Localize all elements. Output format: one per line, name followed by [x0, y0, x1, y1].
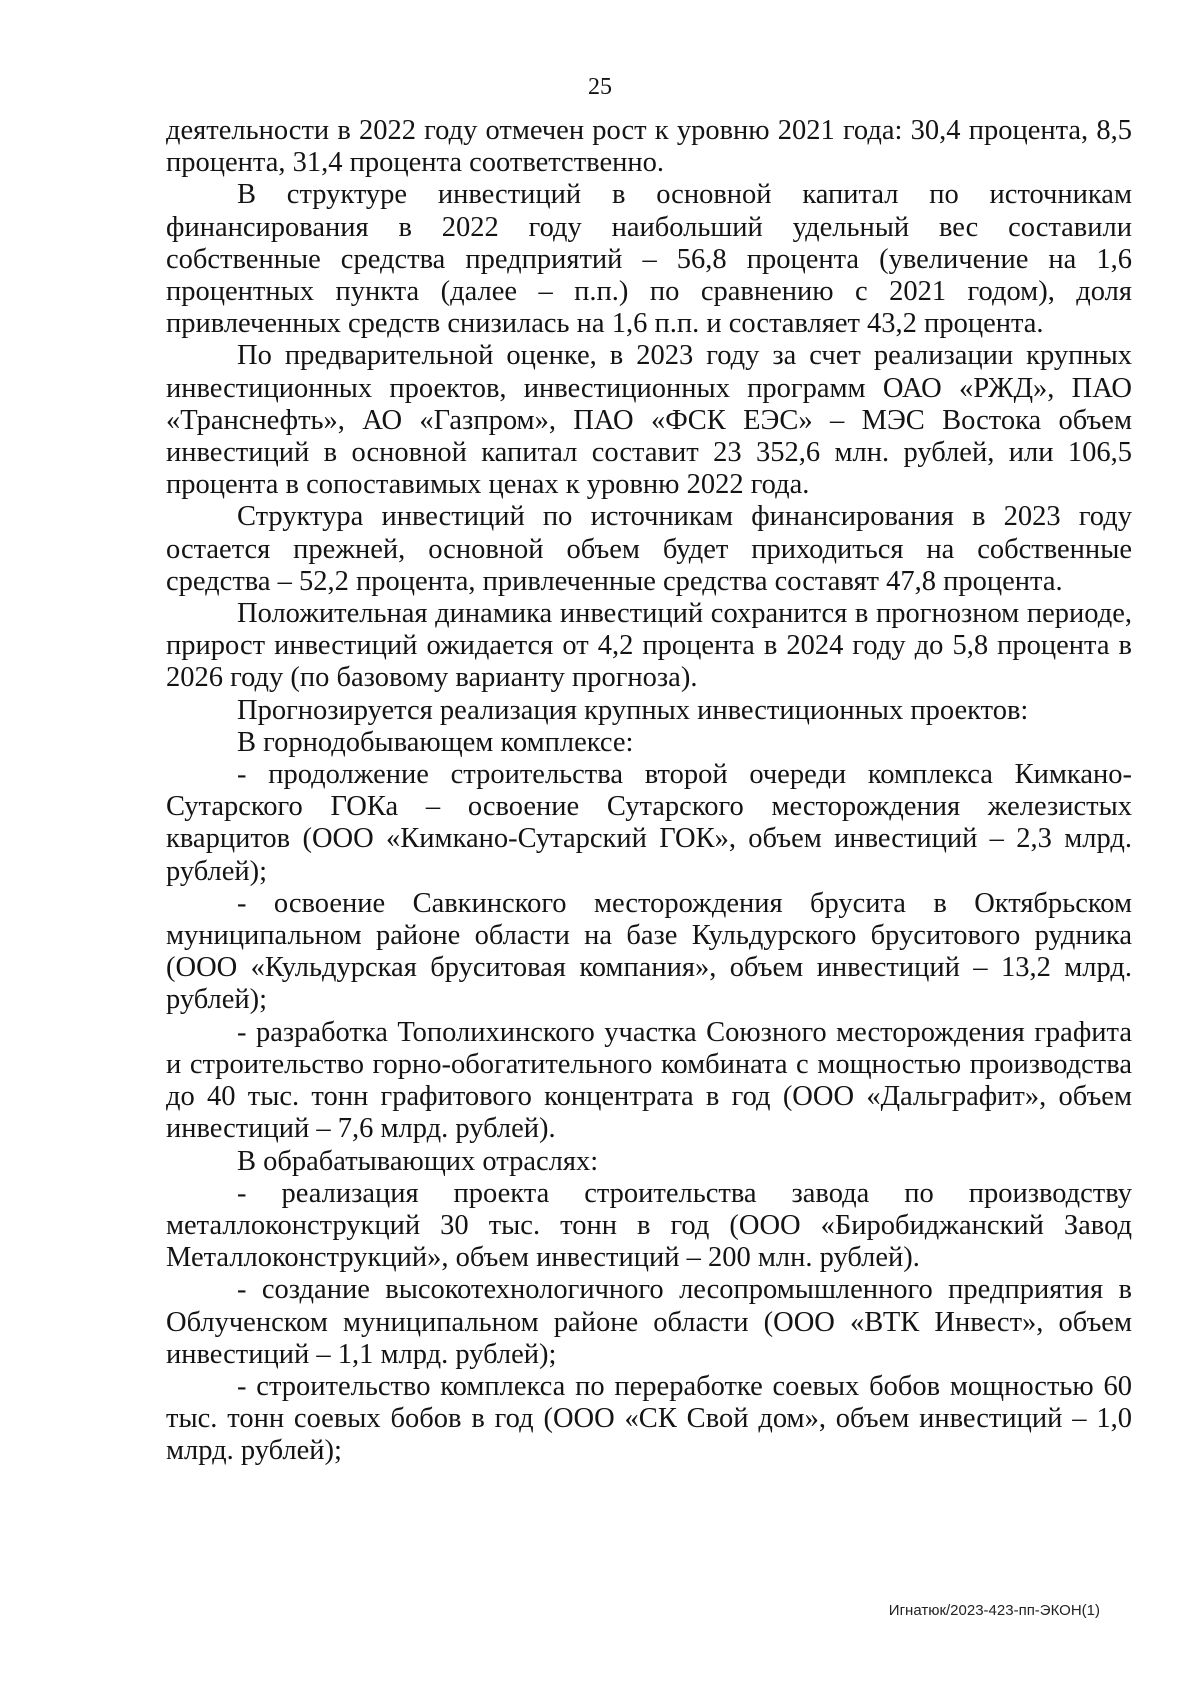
- section-heading-manufacturing: В обрабатывающих отраслях:: [237, 1145, 599, 1177]
- page-number: 25: [588, 74, 612, 100]
- list-item-mining-2: - освоение Савкинского месторождения брусита в Октябрьском муниципальном районе области на базе Кульдурского бруситового рудника (ООО «Кульдурская бруситовая компания», объем инвестиций – 13,2 млрд. рублей);: [166, 887, 1132, 1016]
- list-item-manufacturing-3: - строительство комплекса по переработке соевых бобов мощностью 60 тыс. тонн соевых бобов в год (ООО «СК Свой дом», объем инвестиций – 1,0 млрд. рублей);: [166, 1370, 1132, 1467]
- paragraph-6: Прогнозируется реализация крупных инвестиционных проектов:: [237, 694, 1029, 726]
- document-footer-code: Игнатюк/2023-423-пп-ЭКОН(1): [888, 1602, 1100, 1619]
- paragraph-1: деятельности в 2022 году отмечен рост к уровню 2021 года: 30,4 процента, 8,5 процента, 31,4 процента соответственно.: [166, 115, 1132, 179]
- paragraph-3: По предварительной оценке, в 2023 году за счет реализации крупных инвестиционных проектов, инвестиционных программ ОАО «РЖД», ПАО «Транснефть», АО «Газпром», ПАО «ФСК ЕЭС» – МЭС Востока объем инвестиций в основной капитал составит 23 352,6 млн. рублей, или 106,5 процента в сопоставимых ценах к уровню 2022 года.: [166, 340, 1132, 501]
- section-heading-mining: В горнодобывающем комплексе:: [237, 726, 634, 758]
- list-item-mining-3: - разработка Тополихинского участка Союзного месторождения графита и строительство горно-обогатительного комбината с мощностью производства до 40 тыс. тонн графитового концентрата в год (ООО «Дальграфит», объем инвестиций – 7,6 млрд. рублей).: [166, 1016, 1132, 1145]
- list-item-manufacturing-1: - реализация проекта строительства завода по производству металлоконструкций 30 тыс. тонн в год (ООО «Биробиджанский Завод Металлоконструкций», объем инвестиций – 200 млн. рублей).: [166, 1177, 1132, 1274]
- list-item-mining-1: - продолжение строительства второй очереди комплекса Кимкано-Сутарского ГОКа – освоение Сутарского месторождения железистых кварцитов (ООО «Кимкано-Сутарский ГОК», объем инвестиций – 2,3 млрд. рублей);: [166, 759, 1132, 887]
- paragraph-5: Положительная динамика инвестиций сохранится в прогнозном периоде, прирост инвестиций ожидается от 4,2 процента в 2024 году до 5,8 процента в 2026 году (по базовому варианту прогноза).: [166, 598, 1132, 694]
- list-item-manufacturing-2: - создание высокотехнологичного лесопромышленного предприятия в Облученском муниципальном районе области (ООО «ВТК Инвест», объем инвестиций – 1,1 млрд. рублей);: [166, 1274, 1132, 1370]
- paragraph-4: Структура инвестиций по источникам финансирования в 2023 году остается прежней, основной объем будет приходиться на собственные средства – 52,2 процента, привлеченные средства составят 47,8 процента.: [166, 501, 1132, 597]
- document-body: [166, 115, 1132, 1468]
- paragraph-2: В структуре инвестиций в основной капитал по источникам финансирования в 2022 году наибольший удельный вес составили собственные средства предприятий – 56,8 процента (увеличение на 1,6 процентных пункта (далее – п.п.) по сравнению с 2021 годом), доля привлеченных средств снизилась на 1,6 п.п. и составляет 43,2 процента.: [166, 179, 1132, 340]
